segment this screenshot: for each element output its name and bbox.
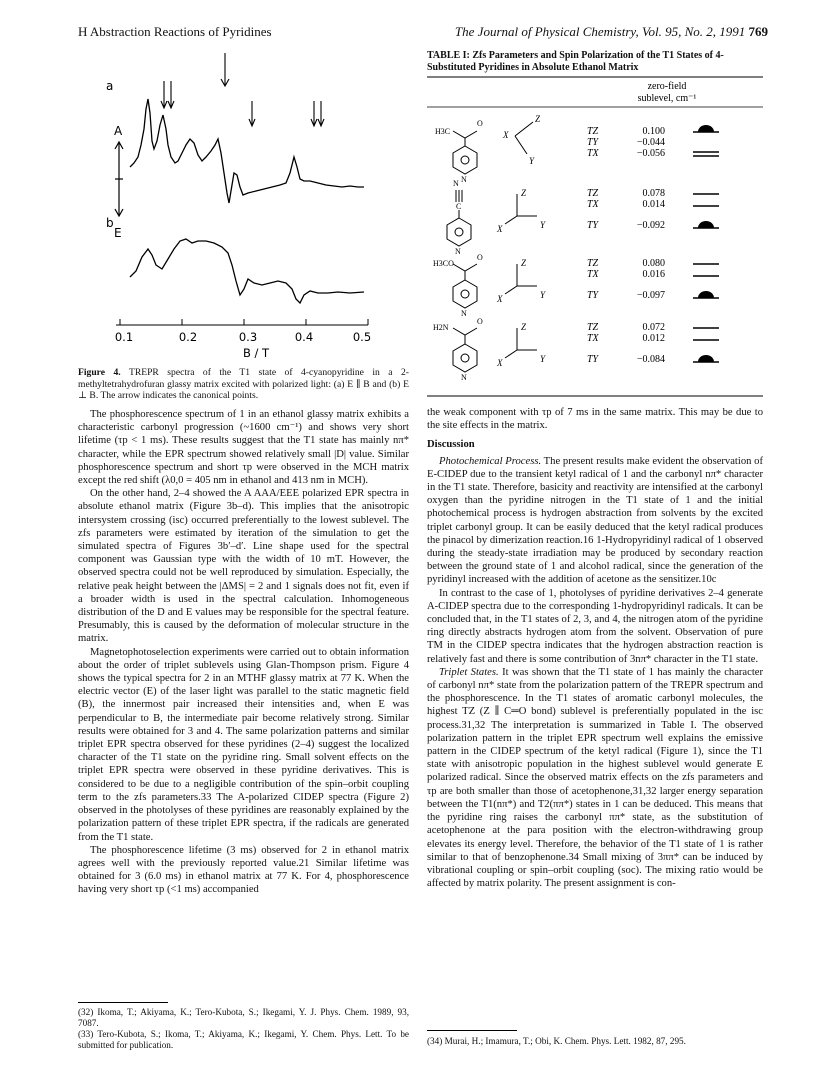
footnote-rule <box>427 1030 517 1031</box>
paragraph <box>427 455 763 587</box>
sublevel: TY <box>587 220 599 231</box>
svg-text:O: O <box>477 119 483 128</box>
sublevel: TY <box>587 290 599 301</box>
svg-text:N: N <box>455 247 461 256</box>
zfs-value: −0.092 <box>636 220 665 231</box>
paragraph-body: It was shown that the T1 state of 1 has mainly the character of carbonyl nπ* state from the polarization pattern of the TREPR spectrum and the phosphorescence. In the T1 states of aromatic carbonyl molecules, the highest TZ (Z ∥ C═O bond) sublevel is preferentially populated in the isc process.31,32 The interpretation is summarized in Table I. The observed polarization pattern in the triplet EPR spectrum well explains the emissive pattern in the CIDEP spectrum of the ketyl radical (Figure 1), since the T1 state with anisotropic population in the highest sublevel would generate E polarized radical. Since the observed matrix effects on the zfs parameters and τp are both smaller than those of acetophenone,31,32 larger energy separation between the T1(nπ*) and T2(ππ*) states in 1 can be deduced. This means that the pyridine ring raises the carbonyl ππ* state, as the substitution of acetophenone at the para position with the electron-withdrawing group elevates its energy level. Therefore, the behavior of the T1 state of 1 is rather similar to that of benzophenone.34 Small mixing of 3ππ* can be induced by vibrational coupling or spin–orbit coupling (soc). The mixing ratio would be affected by matrix polarity. The present assignment is con- <box>427 666 763 890</box>
spectrum-b-trace <box>130 239 364 303</box>
axis-label: X <box>503 130 509 140</box>
running-header-right <box>455 24 768 40</box>
sublevel: TX <box>587 269 599 280</box>
substituent: H3C <box>435 127 451 136</box>
caption-text: TREPR spectra of the T1 state of 4-cyanopyridine in a 2-methyltetrahydrofuran glassy matrix excited with polarized light: (a) E ∥ B and (b) E ⊥ B. The arrow indicates the canonical points. <box>78 367 409 401</box>
svg-text:C: C <box>456 202 462 211</box>
tick-label: 0.3 <box>238 330 258 344</box>
populated-level-marker <box>698 221 714 228</box>
zfs-value: 0.012 <box>642 333 665 344</box>
axis-label: Y <box>540 354 546 364</box>
footnote-rule <box>78 1002 168 1003</box>
running-header-left: H Abstraction Reactions of Pyridines <box>78 24 272 39</box>
substituent: C≡N <box>447 198 449 199</box>
table-row <box>435 114 719 184</box>
paragraph: Magnetophotoselection experiments were carried out to obtain information about the order of triplet sublevels using Glan-Thompson prism. Figure 4 shows the typical spectra for 2 in an MTHF glassy matrix at 77 K. When the electric vector (E) of the laser light was parallel to the static magnetic field (B), the innermost pair increased their intensities and, when E was perpendicular to B, the intermediate pair become relatively strong. Similar results were obtained for 3 and 4. The same polarization patterns and similar triplet EPR spectra observed for these pyridines (2–4) suggest the localized character of the T1 state on the pyridine ring. Small solvent effects on the triplet EPR spectra were observed in these pyridine derivatives. This is considered to be due to a negligible contribution of the spin–orbit coupling term to the zfs parameters.33 The A-polarized CIDEP spectra (Figure 2) observed in the photolyses of these pyridines are reasonably explained by the polarization pattern of these triplet EPR spectra, if the radicals are generated from the T1 state. <box>78 646 409 843</box>
svg-text:N: N <box>461 175 467 184</box>
axis-label: Y <box>529 156 535 166</box>
axis-label: Y <box>540 220 546 230</box>
zfs-value: −0.056 <box>636 148 665 159</box>
section-heading: Discussion <box>427 439 475 451</box>
zfs-value: 0.072 <box>642 322 665 333</box>
paragraph <box>427 666 763 890</box>
footnote-34: (34) Murai, H.; Imamura, T.; Obi, K. Chem. Phys. Lett. 1982, 87, 295. <box>427 1036 686 1046</box>
paragraph: The phosphorescence lifetime (3 ms) observed for 2 in ethanol matrix agrees well with the previously reported value.21 Similar lifetime was obtained for 3 (6.0 ms) in ethanol matrix at 77 K. For 4, phosphorescence having very short τp (<1 ms) accompanied <box>78 844 409 896</box>
sublevel: TX <box>587 199 599 210</box>
axis-label: X <box>497 358 503 368</box>
left-column-text <box>78 408 409 897</box>
sublevel: TZ <box>587 188 599 199</box>
axis-label: X <box>497 294 503 304</box>
axis-label: Y <box>540 290 546 300</box>
figure-4-caption <box>78 367 409 402</box>
tick-label: 0.2 <box>178 330 198 344</box>
axis-label: Z <box>521 258 527 268</box>
footnote-33: (33) Tero-Kubota, S.; Ikoma, T.; Akiyama, K.; Ikegami, Y. Chem. Phys. Lett. To be submitted for publication. <box>78 1029 409 1050</box>
svg-text:O: O <box>477 253 483 262</box>
svg-text:N: N <box>461 373 467 382</box>
axis-label: Z <box>521 322 527 332</box>
zfs-value: 0.080 <box>642 258 665 269</box>
tick-label: 0.4 <box>294 330 314 344</box>
sublevel: TY <box>587 137 599 148</box>
tick-label: 0.1 <box>114 330 134 344</box>
label-E: E <box>114 226 122 240</box>
populated-level-marker <box>698 355 714 362</box>
axis-label: X <box>497 224 503 234</box>
populated-level-marker <box>698 291 714 298</box>
paragraph-heading: Triplet States. <box>439 666 499 678</box>
footnote-32: (32) Ikoma, T.; Akiyama, K.; Tero-Kubota, S.; Ikegami, Y. J. Phys. Chem. 1989, 93, 7087. <box>78 1007 409 1028</box>
zfs-value: 0.014 <box>642 199 665 210</box>
label-A: A <box>114 124 123 138</box>
sublevel: TX <box>587 148 599 159</box>
paragraph: the weak component with τp of 7 ms in the same matrix. This may be due to the site effects in the matrix. <box>427 407 763 432</box>
paragraph: The phosphorescence spectrum of 1 in an ethanol glassy matrix exhibits a characteristic carbonyl progression (~1600 cm⁻¹) and shows very short lifetime (τp < 1 ms). These results suggest that the T1 state has mainly nπ* character, while the EPR spectrum showed relatively small |D| value. Similar phosphorescence spectrum and short τp were observed in the MCH matrix except the red shift (λ0,0 = 405 nm in ethanol and 413 nm in MCH). <box>78 409 409 487</box>
zfs-value: 0.016 <box>642 269 665 280</box>
table-row <box>433 317 719 382</box>
zfs-value: −0.084 <box>636 354 665 365</box>
sublevel: TX <box>587 333 599 344</box>
label-a: a <box>106 79 114 93</box>
zfs-value: −0.044 <box>636 137 665 148</box>
sublevel: TZ <box>587 322 599 333</box>
svg-text:N: N <box>461 309 467 318</box>
table-col-header: zero-field <box>647 81 687 92</box>
table-row <box>433 253 719 318</box>
paragraph-body: The present results make evident the observation of E-CIDEP due to the transient ketyl radical of 1 and the carbonyl nπ* character in the T1 state. Therefore, basicity and reactivity are intensified at the carbonyl oxygen than the pyridine nitrogen in the T1 state of 1 and the initial photochemical process is hydrogen abstraction from solvents by the excited triplet carbonyl group. It can be easily deduced that the ketyl radical produces the pinacol by dimerization reaction.16 1-Hydropyridinyl radical of 1 observed during the steady-state irradiation may be produced by secondary reaction between the ground state of 1 and alcohol radical, since the generation of the pyridinyl increased with the addition of acetone as the sensitizer.10c <box>427 455 763 586</box>
zfs-value: 0.100 <box>642 126 665 137</box>
x-axis-label: B / T <box>242 346 270 360</box>
page-number: 769 <box>748 24 768 39</box>
paragraph-heading: Photochemical Process. <box>439 455 542 467</box>
x-axis-ticks <box>120 319 368 325</box>
svg-text:N: N <box>453 179 459 188</box>
axis-label: Z <box>535 114 541 124</box>
sublevel: TZ <box>587 258 599 269</box>
polarization-scale-arrow <box>115 142 123 216</box>
substituent: H2N <box>433 323 449 332</box>
journal-citation: The Journal of Physical Chemistry, Vol. 95, No. 2, 1991 <box>454 24 746 39</box>
sublevel: TY <box>587 354 599 365</box>
right-footnotes <box>427 1036 763 1047</box>
substituent: H3CO <box>433 259 454 268</box>
left-footnotes <box>78 1007 409 1051</box>
label-b: b <box>106 216 114 230</box>
caption-label: Figure 4. <box>78 367 121 378</box>
table-row <box>447 179 719 256</box>
tick-label: 0.5 <box>352 330 372 344</box>
populated-level-marker <box>698 125 714 132</box>
sublevel: TZ <box>587 126 599 137</box>
paragraph: In contrast to the case of 1, photolyses of pyridine derivatives 2–4 generate A-CIDEP spectra due to the corresponding 1-hydropyridinyl radicals. It can be concluded that, in the T1 states of 2, 3, and 4, the nitrogen atom of the pyridine ring directly abstracts hydrogen atom from the solvent. Observation of pure TM in the CIDEP spectra indicates that the hydrogen abstraction reaction is relatively fast and there is some contribution of 3nπ* character in the T1 state. <box>427 587 763 665</box>
paragraph: On the other hand, 2–4 showed the A AAA/EEE polarized EPR spectra in absolute ethanol matrix (Figure 3b–d). This implies that the anisotropic intersystem crossing (isc) occurred preferentially to the lowest sublevel. The zfs parameters were estimated by iteration of the simulation to get the simulated spectra of Figures 3b′–d′. Line shape used for the spectral component was Gaussian type with the width of 10 mT. However, the observed spectra could not be well reproduced by simulation. Especially, the relative peak height between the |ΔMS| = 2 and 1 signals does not fit, even if a broader width is used in the spectral calculation. Inhomogeneous distribution of the D and E values may be responsible for the spectral feature. Presumably, this is caused by the deformation of molecular structure in the matrix. <box>78 488 409 645</box>
right-column-text <box>427 406 763 890</box>
table-col-header: sublevel, cm⁻¹ <box>637 93 697 104</box>
table-1-title: TABLE I: Zfs Parameters and Spin Polarization of the T1 States of 4-Substituted Pyridines in Absolute Ethanol Matrix <box>427 50 724 73</box>
zfs-value: −0.097 <box>636 290 665 301</box>
canonical-point-arrows <box>161 53 324 126</box>
svg-text:O: O <box>477 317 483 326</box>
zfs-value: 0.078 <box>642 188 665 199</box>
axis-label: Z <box>521 188 527 198</box>
table-1 <box>427 76 763 398</box>
figure-4 <box>78 45 409 375</box>
spectrum-a-trace <box>130 99 364 203</box>
